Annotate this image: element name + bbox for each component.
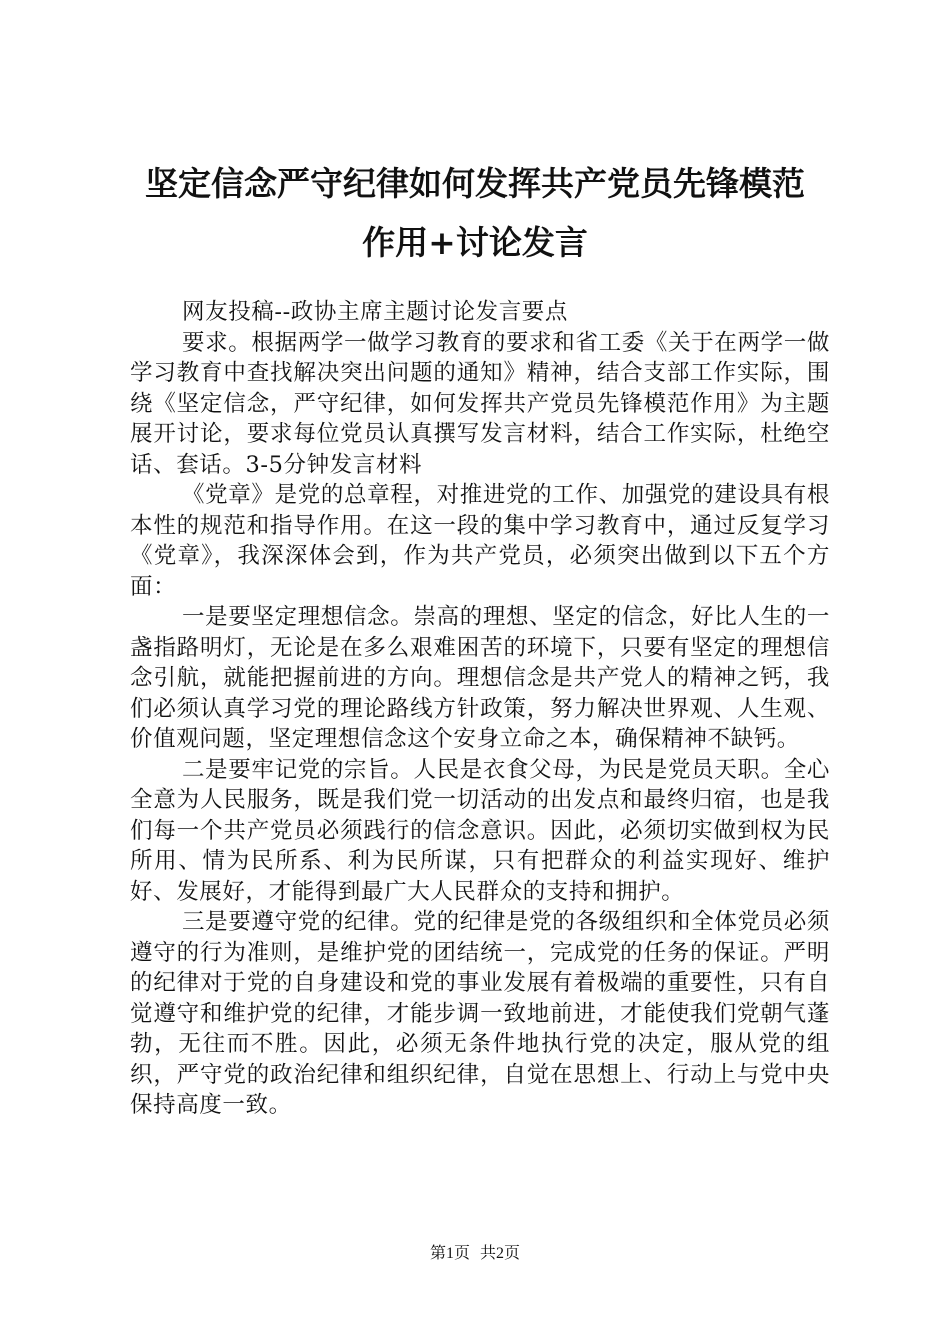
- page-number: 第1页: [429, 1245, 470, 1262]
- document-title-line-1: 坚定信念严守纪律如何发挥共产党员先锋模范: [145, 164, 805, 203]
- paragraph-point-3: 三是要遵守党的纪律。党的纪律是党的各级组织和全体党员必须遵守的行为准则，是维护党的团结统一，完成党的任务的保证。严明的纪律对于党的自身建设和党的事业发展有着极端的重要性，只有自觉遵守和维护党的纪律，才能步调一致地前进，才能使我们党朝气蓬勃，无往而不胜。因此，必须无条件地执行党的决定，服从党的组织，严守党的政治纪律和组织纪律，自觉在思想上、行动上与党中央保持高度一致。: [130, 909, 830, 1118]
- paragraph-intro: 《党章》是党的总章程，对推进党的工作、加强党的建设具有根本性的规范和指导作用。在这一段的集中学习教育中，通过反复学习《党章》，我深深体会到，作为共产党员，必须突出做到以下五个方面：: [130, 482, 830, 600]
- paragraph-point-2: 二是要牢记党的宗旨。人民是衣食父母，为民是党员天职。全心全意为人民服务，既是我们党一切活动的出发点和最终归宿，也是我们每一个共产党员必须践行的信念意识。因此，必须切实做到权为民所用、情为民所系、利为民所谋，只有把群众的利益实现好、维护好、发展好，才能得到最广大人民群众的支持和拥护。: [130, 756, 830, 905]
- page-total: 共2页: [480, 1245, 521, 1262]
- paragraph-requirements: 要求。根据两学一做学习教育的要求和省工委《关于在两学一做学习教育中查找解决突出问题的通知》精神，结合支部工作实际，围绕《坚定信念，严守纪律，如何发挥共产党员先锋模范作用》为主题展开讨论，要求每位党员认真撰写发言材料，结合工作实际，杜绝空话、套话。3-5分钟发言材料: [130, 329, 830, 478]
- page-footer: [0, 1244, 950, 1264]
- document-title-line-2: 作用+讨论发言: [362, 223, 588, 262]
- paragraph-point-1: 一是要坚定理想信念。崇高的理想、坚定的信念，好比人生的一盏指路明灯，无论是在多么艰难困苦的环境下，只要有坚定的理想信念引航，就能把握前进的方向。理想信念是共产党人的精神之钙，我们必须认真学习党的理论路线方针政策，努力解决世界观、人生观、价值观问题，坚定理想信念这个安身立命之本，确保精神不缺钙。: [130, 604, 830, 752]
- paragraph-source: 网友投稿--政协主席主题讨论发言要点: [182, 299, 569, 325]
- document-body: [130, 297, 830, 1121]
